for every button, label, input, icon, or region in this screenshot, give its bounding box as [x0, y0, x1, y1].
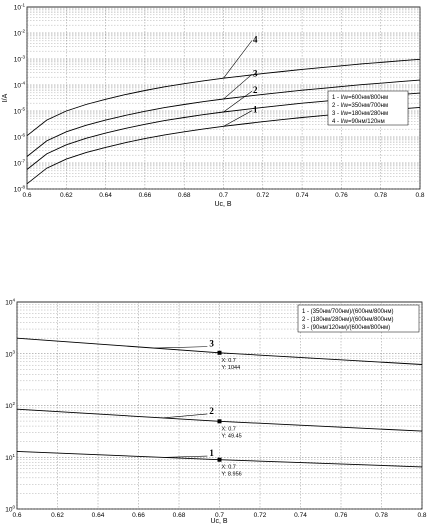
x-tick-label: 0.76: [335, 192, 348, 199]
series-number-label: 3: [209, 338, 214, 349]
series-number-label: 3: [252, 68, 258, 79]
y-tick-label: $10^3$: [5, 349, 15, 359]
x-tick-label: 0.78: [374, 192, 388, 199]
datatip-marker: [218, 351, 222, 355]
legend-item: 4 - l/w=90нм/120нм: [332, 119, 385, 125]
datatip-y: Y: 1044: [221, 364, 241, 371]
x-tick-label: 0.7: [214, 512, 225, 519]
series-number-label: 4: [252, 34, 258, 45]
datatip-marker: [218, 458, 222, 462]
y-tick-label: $10^4$: [5, 297, 15, 307]
y-tick-label: $10^1$: [5, 452, 15, 462]
top-x-axis-label: Uc, B: [214, 201, 232, 208]
x-tick-label: 0.78: [375, 512, 388, 519]
x-tick-label: 0.66: [138, 192, 152, 199]
x-tick-label: 0.66: [132, 512, 145, 519]
bottom-x-axis-label: Uc, B: [210, 518, 228, 525]
x-tick-label: 0.8: [417, 512, 427, 519]
y-tick-label: $10^{-7}$: [13, 158, 25, 168]
legend-item: 3 - l/w=180нм/280нм: [332, 111, 389, 117]
top-y-ticks: [14, 3, 26, 194]
datatip-x: X: 0.7: [221, 426, 236, 433]
top-legend: [328, 91, 408, 125]
legend-item: 3 - (90нм/120нм)/(600нм/800нм): [302, 325, 391, 331]
x-tick-label: 0.7: [218, 192, 229, 199]
top-x-ticks: [22, 192, 424, 199]
x-tick-label: 0.62: [51, 512, 64, 519]
bottom-legend: [298, 305, 419, 332]
x-tick-label: 0.68: [177, 192, 191, 199]
x-tick-label: 0.64: [91, 512, 105, 519]
x-tick-label: 0.68: [172, 512, 186, 519]
y-tick-label: $10^0$: [5, 504, 15, 514]
series-number-label: 1: [252, 104, 258, 115]
y-tick-label: $10^{-6}$: [13, 132, 25, 142]
y-tick-label: $10^{-3}$: [13, 54, 25, 64]
x-tick-label: 0.62: [59, 192, 73, 199]
datatip-x: X: 0.7: [221, 357, 236, 364]
legend-item: 1 - l/w=600нм/800нм: [332, 95, 389, 101]
legend-item: 1 - (350нм/700нм)/(600нм/800нм): [302, 309, 394, 315]
x-tick-label: 0.72: [256, 192, 270, 199]
top-y-axis-label: I/A: [2, 93, 9, 103]
series-number-label: 2: [209, 405, 214, 416]
datatip-marker: [218, 419, 222, 423]
x-tick-label: 0.8: [415, 192, 425, 199]
y-tick-label: $10^{-1}$: [13, 2, 25, 12]
top-chart: [2, 3, 425, 209]
series-number-label: 1: [209, 448, 214, 459]
y-tick-label: $10^{-4}$: [13, 80, 25, 90]
datatip-y: Y: 49.45: [221, 433, 242, 440]
x-tick-label: 0.74: [295, 192, 309, 199]
y-tick-label: $10^{-2}$: [13, 28, 25, 38]
series-number-label: 2: [252, 85, 258, 96]
x-tick-label: 0.6: [12, 512, 22, 519]
legend-item: 2 - (180нм/280нм)/(600нм/800нм): [302, 317, 394, 323]
y-tick-label: $10^{-8}$: [13, 184, 25, 194]
datatip-y: Y: 8.956: [221, 471, 242, 478]
y-tick-label: $10^2$: [5, 401, 15, 410]
bottom-chart: [5, 298, 427, 526]
x-tick-label: 0.74: [294, 512, 307, 519]
x-tick-label: 0.76: [334, 512, 348, 519]
x-tick-label: 0.6: [22, 192, 32, 199]
bottom-y-ticks: [5, 298, 15, 514]
legend-item: 2 - l/w=350нм/700нм: [332, 103, 389, 109]
datatip-x: X: 0.7: [221, 464, 236, 471]
x-tick-label: 0.72: [253, 512, 267, 519]
y-tick-label: $10^{-5}$: [13, 106, 25, 116]
x-tick-label: 0.64: [99, 192, 112, 199]
